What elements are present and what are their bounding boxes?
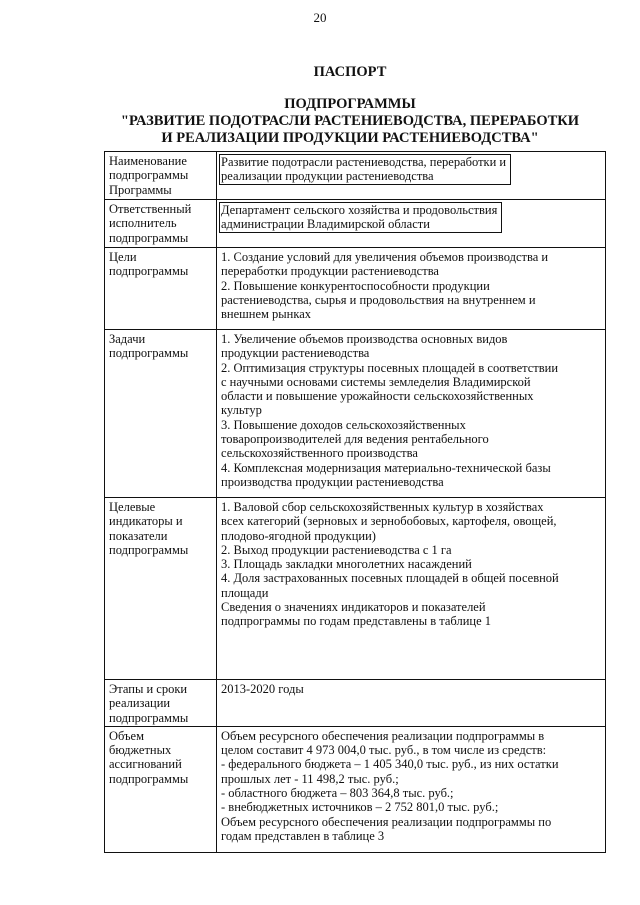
row-label-line: подпрограммы [109,168,189,183]
row-label-line: подпрограммы [109,264,189,279]
row-label-line: Задачи [109,332,146,346]
row-value-line: Сведения о значениях индикаторов и показателей [221,600,486,615]
row-label-line: подпрограммы [109,346,189,361]
row-value-line: 4. Доля застрахованных посевных площадей в общей посевной [221,571,559,586]
row-label-line: Ответственный [109,202,192,216]
row-value-cell [217,726,606,852]
row-value-line: Объем ресурсного обеспечения реализации подпрограммы по [221,814,552,829]
row-value-line: всех категорий (зерновых и зернобобовых, картофеля, овощей, [221,514,557,529]
row-value-line: 3. Повышение доходов сельскохозяйственных [221,417,466,432]
row-value-line: Объем ресурсного обеспечения реализации подпрограммы в [221,728,545,743]
row-label-line: подпрограммы [109,771,189,786]
row-value-cell [217,330,606,498]
value-box [219,202,502,233]
table-row [105,726,606,852]
row-value-line: Департамент сельского хозяйства и продовольствия [221,203,498,217]
row-value-cell [217,498,606,680]
page-number: 20 [313,10,327,25]
row-value-line: сельскохозяйственного производства [221,446,418,461]
row-label-cell [105,680,217,727]
row-value-line: реализации продукции растениеводства [221,169,434,184]
row-value-cell [217,680,606,727]
row-value-line: 2013-2020 годы [221,682,304,696]
row-value-line: продукции растениеводства [221,346,370,361]
subprogram-heading: ПОДПРОГРАММЫ [284,96,416,112]
row-value-line: - областного бюджета – 803 364,8 тыс. руб.; [221,786,454,801]
row-label-line: подпрограммы [109,230,189,245]
row-label-line: бюджетных [109,743,172,758]
table-row [105,152,606,200]
row-value-line: годам представлен в таблице 3 [221,828,385,843]
row-label-line: Этапы и сроки [109,682,188,696]
row-label-cell [105,152,217,200]
row-label-line: Программы [109,182,172,197]
row-label-cell [105,498,217,680]
row-value-line: культур [221,403,262,418]
row-value-cell [217,200,606,248]
row-label-line: реализации [109,696,171,711]
row-value-line: - федерального бюджета – 1 405 340,0 тыс. руб., из них остатки [221,757,559,772]
row-label-line: Объем [109,728,144,743]
passport-table [104,151,606,853]
row-value-line: целом составит 4 973 004,0 тыс. руб., в том числе из средств: [221,743,547,758]
row-value-line: - внебюджетных источников – 2 752 801,0 тыс. руб.; [221,800,499,815]
row-label-cell [105,200,217,248]
row-value-line: внешнем рынках [221,307,312,322]
row-value-line: 2. Повышение конкурентоспособности продукции [221,278,490,293]
passport-heading: ПАСПОРТ [313,64,387,80]
row-value-line: Развитие подотрасли растениеводства, переработки и [221,155,507,169]
row-label-cell [105,726,217,852]
row-value-line: производства продукции растениеводства [221,474,444,489]
row-label-line: ассигнований [109,757,182,772]
table-row [105,498,606,680]
row-label-line: подпрограммы [109,542,189,557]
row-value-line: области и повышение урожайности сельскохозяйственных [221,389,534,404]
row-value-line: 2. Выход продукции растениеводства с 1 га [221,542,452,557]
table-row [105,248,606,330]
row-value-line: подпрограммы по годам представлены в таблице 1 [221,614,492,629]
row-label-cell [105,330,217,498]
row-value-line: переработки продукции растениеводства [221,264,439,279]
row-label-line: Наименование [109,154,187,168]
row-label-line: индикаторы и [109,514,183,529]
row-value-cell [217,152,606,200]
row-value-line: площади [221,585,269,600]
row-value-line: 4. Комплексная модернизация материально-технической базы [221,460,551,475]
table-row [105,330,606,498]
row-value-line: 1. Создание условий для увеличения объемов производства и [221,250,549,264]
row-label-line: Цели [109,250,137,264]
row-value-cell [217,248,606,330]
row-label-line: Целевые [109,500,156,514]
row-value-line: прошлых лет - 11 498,2 тыс. руб.; [221,771,399,786]
row-value-line: с научными основами системы земледелия Владимирской [221,374,531,389]
subprogram-title-line-2: И РЕАЛИЗАЦИИ ПРОДУКЦИИ РАСТЕНИЕВОДСТВА" [161,130,539,146]
value-box [219,154,511,185]
row-label-line: показатели [109,528,168,543]
row-label-line: исполнитель [109,216,177,231]
table-row [105,200,606,248]
subprogram-title-line-1: "РАЗВИТИЕ ПОДОТРАСЛИ РАСТЕНИЕВОДСТВА, ПЕРЕРАБОТКИ [120,113,580,129]
row-value-line: 1. Увеличение объемов производства основных видов [221,332,508,346]
row-value-line: 1. Валовой сбор сельскохозяйственных культур в хозяйствах [221,500,544,514]
table-row [105,680,606,727]
row-value-line: плодово-ягодной продукции) [221,528,376,543]
row-value-line: растениеводства, сырья и продовольствия на внутреннем и [221,292,536,307]
row-label-line: подпрограммы [109,710,189,725]
row-value-line: товаропроизводителей для ведения рентабельного [221,432,489,447]
row-label-cell [105,248,217,330]
row-value-line: администрации Владимирской области [221,217,430,232]
row-value-line: 3. Площадь закладки многолетних насаждений [221,557,472,572]
row-value-line: 2. Оптимизация структуры посевных площадей в соответствии [221,360,559,375]
